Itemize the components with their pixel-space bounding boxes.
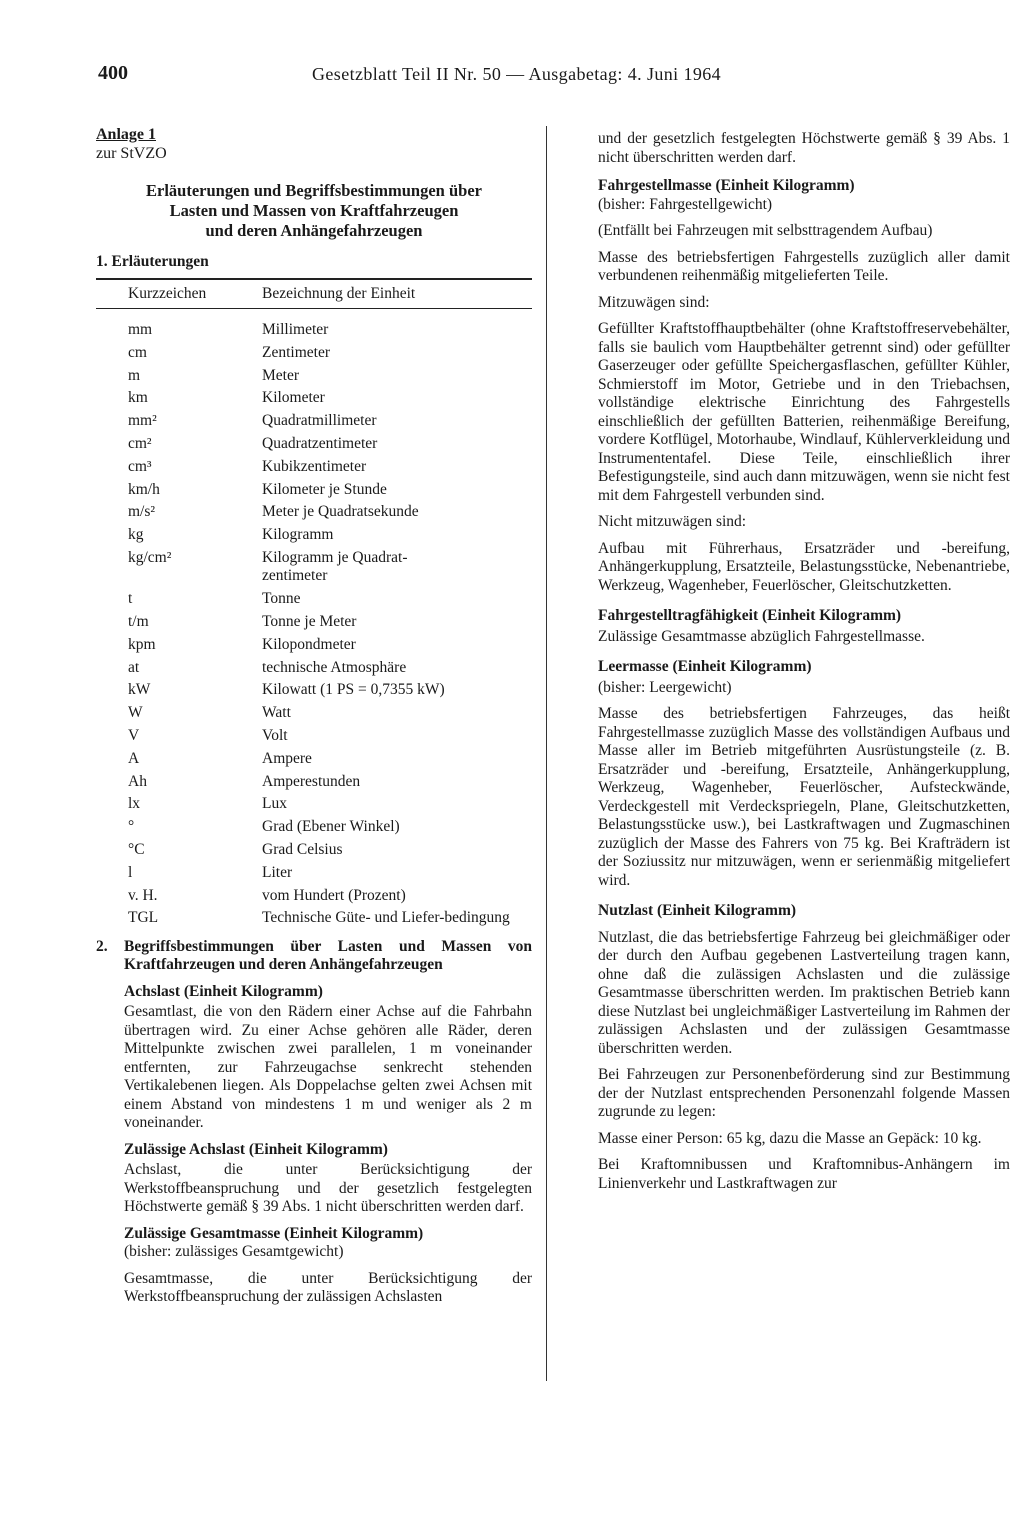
unit-symbol: t/m: [128, 613, 149, 631]
achslast-heading: Achslast (Einheit Kilogramm): [124, 982, 323, 1000]
unit-symbol: cm³: [128, 457, 152, 475]
table-row: [96, 795, 532, 814]
unit-symbol: kW: [128, 681, 151, 699]
unit-name: Quadratmillimeter: [262, 412, 377, 430]
unit-symbol: Ah: [128, 772, 147, 790]
unit-symbol: kg/cm²: [128, 548, 172, 566]
unit-symbol: m/s²: [128, 503, 156, 521]
table-row: [96, 750, 532, 769]
unit-name: Meter: [262, 366, 300, 384]
unit-name: Grad Celsius: [262, 841, 343, 859]
table-row: [96, 435, 532, 454]
table-header-rule: [96, 308, 532, 309]
unit-symbol: t: [128, 590, 133, 608]
section-1-heading: 1. Erläuterungen: [96, 253, 209, 270]
unit-name: Quadratzentimeter: [262, 434, 378, 452]
table-row: [96, 367, 532, 386]
unit-name: Meter je Quadratsekunde: [262, 503, 419, 521]
unit-name: Lux: [262, 795, 287, 813]
unit-symbol: kpm: [128, 635, 156, 653]
table-row: [96, 841, 532, 860]
leermasse-heading: Leermasse (Einheit Kilogramm): [598, 658, 812, 675]
zul-gesamtmasse-sub: (bisher: zulässiges Gesamtgewicht): [124, 1243, 344, 1261]
nutzlast-personen-text: Bei Fahrzeugen zur Personenbeförderung sind zur Bestimmung der der Nutzlast entsprechenden Personenzahl folgende Massen zugrunde zu legen:: [598, 1066, 1010, 1120]
unit-name: Grad (Ebener Winkel): [262, 818, 400, 836]
unit-symbol: kg: [128, 526, 144, 544]
zul-achslast-heading: Zulässige Achslast (Einheit Kilogramm): [124, 1140, 388, 1158]
nutzlast-heading: Nutzlast (Einheit Kilogramm): [598, 902, 797, 919]
table-row: [96, 704, 532, 723]
unit-name: Amperestunden: [262, 772, 361, 790]
mitzuwaegen-label: Mitzuwägen sind:: [598, 293, 710, 311]
table-row: [96, 503, 532, 522]
table-row: [96, 773, 532, 792]
table-row: [96, 864, 532, 883]
section-2-heading: [96, 938, 532, 975]
unit-name: Tonne: [262, 590, 301, 608]
header-symbol: Kurzzeichen: [128, 284, 207, 302]
column-divider: [546, 126, 547, 1381]
table-row: [96, 389, 532, 408]
unit-symbol: A: [128, 749, 140, 767]
zul-achslast-text: Achslast, die unter Berücksichtigung der Werkstoffbeanspruchung und der gesetzlich festgelegten Höchstwerte gemäß § 39 Abs. 1 nicht überschritten werden darf.: [124, 1161, 532, 1216]
unit-symbol: °C: [128, 841, 145, 859]
table-row: [96, 887, 532, 906]
achslast-block: [124, 983, 532, 1133]
table-row: [96, 412, 532, 431]
annex-reference: zur StVZO: [96, 144, 167, 162]
table-row: [96, 321, 532, 340]
mitzuwaegen-text: Gefüllter Kraftstoffhauptbehälter (ohne Kraftstoffreservebehälter, falls sie baulich vom Hauptbehälter getrennt sind) oder gefüllter Gaserzeuger oder gefüllte Speichergasflaschen, gefüllter Kühler, Schmierstoff im Motor, Getriebe und in den Triebachsen, vollständige elektrische Einrichtung des Fahrgestells einschließlich der gefüllten Batterien, reihenmäßige Bereifung, vordere Kotflügel, Motorhaube, Windlauf, Kühlerverkleidung und Instrumententafel. Diese Teile, einschließlich ihrer Befestigungsteile, sind auch dann mitzuwägen, wenn sie nicht fest mit dem Fahrgestell verbunden sind.: [598, 320, 1010, 504]
unit-name: Kilogramm: [262, 526, 334, 544]
table-row: [96, 613, 532, 632]
unit-name: Zentimeter: [262, 343, 330, 361]
unit-name: Kilometer je Stunde: [262, 480, 387, 498]
page-number: 400: [98, 62, 128, 84]
table-row: [96, 344, 532, 363]
table-row: [96, 818, 532, 837]
nicht-mitzuwaegen-text: Aufbau mit Führerhaus, Ersatzräder und -bereifung, Anhängerkupplung, Ersatzteile, Belastungsstücke, Nebenantriebe, Werkzeug, Wagenheber, Feuerlöscher, Gleitschutzketten.: [598, 539, 1010, 594]
unit-symbol: cm: [128, 343, 147, 361]
unit-name: Volt: [262, 727, 288, 745]
unit-name: Ampere: [262, 749, 312, 767]
unit-symbol: mm: [128, 321, 153, 338]
title-line: Erläuterungen und Begriffsbestimmungen über: [146, 181, 482, 200]
fahrgestellmasse-note: (Entfällt bei Fahrzeugen mit selbsttragendem Aufbau): [598, 222, 933, 239]
unit-name: Kilopondmeter: [262, 635, 356, 653]
left-column: [96, 126, 532, 1315]
unit-symbol: m: [128, 366, 141, 384]
section-2-title: Begriffsbestimmungen über Lasten und Massen von Kraftfahrzeugen und deren Anhängefahrzeugen: [124, 937, 532, 974]
header-unit-name: Bezeichnung der Einheit: [262, 284, 416, 302]
table-row: [96, 659, 532, 678]
right-column: [598, 130, 1010, 1201]
gazette-title: Gesetzblatt Teil II Nr. 50 — Ausgabetag: 4. Juni 1964: [312, 64, 722, 84]
page-header: [0, 62, 1024, 102]
units-table-header: [96, 280, 532, 309]
unit-symbol: v. H.: [128, 886, 158, 904]
nicht-mitzuwaegen-label: Nicht mitzuwägen sind:: [598, 513, 747, 530]
unit-name: technische Atmosphäre: [262, 658, 407, 676]
annex-label: Anlage 1: [96, 126, 156, 143]
unit-symbol: °: [128, 818, 135, 836]
unit-symbol: at: [128, 658, 140, 676]
continuation-text: und der gesetzlich festgelegten Höchstwerte gemäß § 39 Abs. 1 nicht überschritten werden darf.: [598, 130, 1010, 166]
nutzlast-text: Nutzlast, die das betriebsfertige Fahrzeug bei gleichmäßiger oder der durch den Aufbau gegebenen Lastverteilung tragen kann, ohne daß die zulässigen Achslasten und die zulässige Gesamtmasse überschritten werden. Im praktischen Betrieb kann diese Nutzlast bei ungleichmäßiger Lastverteilung im Rahmen der zulässigen Achslasten und der zulässigen Gesamtmasse überschritten werden.: [598, 928, 1010, 1057]
unit-symbol: W: [128, 704, 143, 722]
unit-symbol: l: [128, 863, 133, 881]
unit-name: Tonne je Meter: [262, 613, 357, 631]
unit-name: Liter: [262, 863, 293, 881]
unit-name: Kilogramm je Quadrat-zentimeter: [262, 548, 408, 585]
units-table: [96, 321, 532, 928]
unit-name: Watt: [262, 704, 291, 722]
table-row: [96, 526, 532, 545]
table-row: [96, 636, 532, 655]
unit-symbol: lx: [128, 795, 141, 813]
unit-name: Technische Güte- und Liefer-bedingung: [262, 909, 510, 927]
section-2-number: 2.: [96, 937, 108, 955]
unit-symbol: km: [128, 389, 148, 407]
nutzlast-kraftomnibus-text: Bei Kraftomnibussen und Kraftomnibus-Anhängern im Linienverkehr und Lastkraftwagen zur: [598, 1156, 1010, 1192]
title-line: und deren Anhängefahrzeugen: [205, 221, 423, 240]
table-row: [96, 681, 532, 700]
achslast-text: Gesamtlast, die von den Rädern einer Achse auf die Fahrbahn übertragen wird. Zu einer Achse gehören alle Räder, deren Mittelpunkte zwischen zwei parallelen, 1 m voneinander entfernten, zur Fahrzeugachse senkrecht stehenden Vertikalebenen liegen. Als Doppelachse gelten zwei Achsen mit einem Abstand von mindestens 1 m und weniger als 2 m voneinander.: [124, 1003, 532, 1132]
unit-name: Millimeter: [262, 321, 329, 338]
unit-symbol: km/h: [128, 480, 160, 498]
fahrgestellmasse-text: Masse des betriebsfertigen Fahrgestells zuzüglich aller damit verbundenen reihenmäßig mitgelieferten Teile.: [598, 248, 1010, 284]
title-line: Lasten und Massen von Kraftfahrzeugen: [169, 201, 459, 220]
document-title: [96, 181, 532, 241]
table-row: [96, 481, 532, 500]
table-row: [96, 909, 532, 928]
unit-name: Kilowatt (1 PS = 0,7355 kW): [262, 681, 445, 699]
table-row: [96, 727, 532, 746]
fahrgestellmasse-sub: (bisher: Fahrgestellgewicht): [598, 195, 773, 213]
fahrgestellmasse-heading: Fahrgestellmasse (Einheit Kilogramm): [598, 177, 855, 194]
unit-symbol: V: [128, 727, 140, 745]
zul-achslast-block: [124, 1141, 532, 1217]
nutzlast-masse-person-text: Masse einer Person: 65 kg, dazu die Masse an Gepäck: 10 kg.: [598, 1129, 982, 1147]
leermasse-sub: (bisher: Leergewicht): [598, 678, 732, 696]
leermasse-text: Masse des betriebsfertigen Fahrzeuges, das heißt Fahrgestellmasse zuzüglich Masse des vollständigen Aufbaus und Masse aller im Betrieb mitgeführten Ausrüstungsteile (z. B. Ersatzräder und -bereifung, Ersatzteile, Anhängerkupplung, Werkzeug, Wagenheber, Feuerlöscher, Aufsteckwände, Verdeckgestell mit Verdeckspriegeln, Plane, Gleitschutzketten, Belastungsstücke usw.), bei Lastkraftwagen und Zugmaschinen zuzüglich der Masse des Fahrers von 75 kg. Bei Krafträdern ist der Soziussitz nur mitzuwägen, wenn er serienmäßig mitgeliefert wird.: [598, 705, 1010, 889]
tragfaehigkeit-heading: Fahrgestelltragfähigkeit (Einheit Kilogramm): [598, 607, 902, 624]
unit-name: vom Hundert (Prozent): [262, 886, 406, 904]
unit-symbol: cm²: [128, 434, 152, 452]
unit-symbol: TGL: [128, 909, 159, 927]
zul-gesamtmasse-heading: Zulässige Gesamtmasse (Einheit Kilogramm): [124, 1224, 424, 1242]
tragfaehigkeit-text: Zulässige Gesamtmasse abzüglich Fahrgestellmasse.: [598, 627, 925, 645]
unit-name: Kilometer: [262, 389, 325, 407]
table-row: [96, 458, 532, 477]
zul-gesamtmasse-block: [124, 1225, 532, 1307]
table-row: [96, 549, 532, 586]
zul-gesamtmasse-text: Gesamtmasse, die unter Berücksichtigung der Werkstoffbeanspruchung der zulässigen Achslasten: [124, 1269, 532, 1306]
table-row: [96, 590, 532, 609]
unit-symbol: mm²: [128, 412, 157, 430]
unit-name: Kubikzentimeter: [262, 457, 367, 475]
